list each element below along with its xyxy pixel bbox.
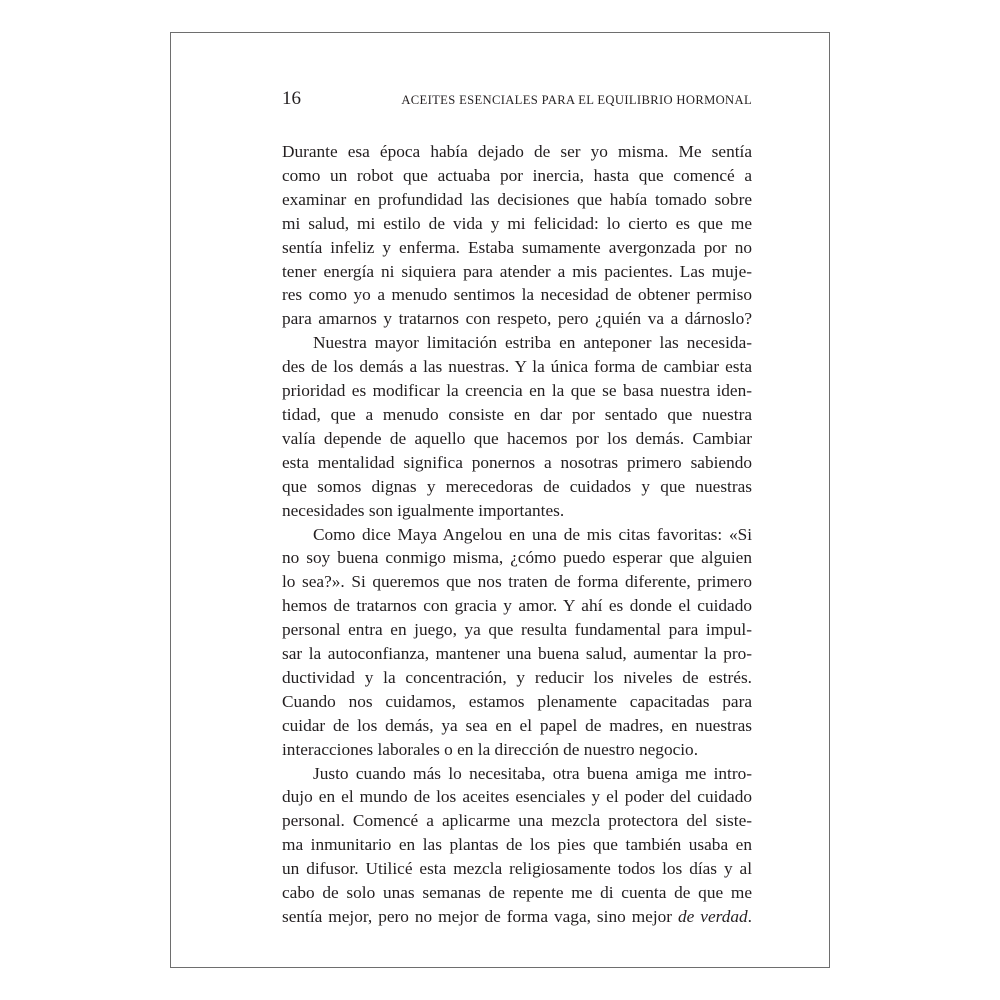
- text-line: personal entra en juego, ya que resulta fundamental para impul-: [282, 620, 752, 640]
- paragraph-1: [282, 140, 752, 331]
- paragraph-2: [282, 331, 752, 522]
- running-header: [282, 87, 752, 111]
- text-line: que somos dignas y merecedoras de cuidados y que nuestras: [282, 476, 752, 496]
- text-line: esta mentalidad significa ponernos a nosotras primero sabiendo: [282, 452, 752, 472]
- text-line: cuidar de los demás, ya sea en el papel de madres, en nuestras: [282, 715, 752, 735]
- text-line: mi salud, mi estilo de vida y mi felicidad: lo cierto es que me: [282, 213, 752, 233]
- text-line: cabo de solo unas semanas de repente me di cuenta de que me: [282, 883, 752, 903]
- text-line: prioridad es modificar la creencia en la que se basa nuestra iden-: [282, 381, 752, 401]
- text-line: no soy buena conmigo misma, ¿cómo puedo esperar que alguien: [282, 548, 752, 568]
- text-line: sar la autoconfianza, mantener una buena salud, aumentar la pro-: [282, 644, 752, 664]
- emphasis-text: de verdad: [678, 907, 748, 926]
- text-line: res como yo a menudo sentimos la necesidad de obtener permiso: [282, 285, 752, 305]
- text-line: como un robot que actuaba por inercia, hasta que comencé a: [282, 165, 752, 185]
- running-title: ACEITES ESENCIALES PARA EL EQUILIBRIO HORMONAL: [401, 93, 752, 107]
- text-line: valía depende de aquello que hacemos por los demás. Cambiar: [282, 428, 752, 448]
- text-line: [282, 905, 752, 929]
- text-line: ma inmunitario en las plantas de los pies que también usaba en: [282, 835, 752, 855]
- final-punctuation: .: [747, 907, 752, 926]
- page-number: 16: [282, 88, 301, 109]
- text-line: tidad, que a menudo consiste en dar por sentado que nuestra: [282, 404, 752, 424]
- text-line: Justo cuando más lo necesitaba, otra buena amiga me intro-: [313, 763, 752, 783]
- text-line: para amarnos y tratarnos con respeto, pero ¿quién va a dárnoslo?: [282, 309, 752, 329]
- text-line: ductividad y la concentración, y reducir los niveles de estrés.: [282, 667, 752, 687]
- text-line: necesidades son igualmente importantes.: [282, 500, 565, 520]
- text-line: hemos de tratarnos con gracia y amor. Y ahí es donde el cuidado: [282, 596, 752, 616]
- book-page: [170, 32, 830, 968]
- text-line: dujo en el mundo de los aceites esenciales y el poder del cuidado: [282, 787, 752, 807]
- text-line: un difusor. Utilicé esta mezcla religiosamente todos los días y al: [282, 859, 752, 879]
- text-line: des de los demás a las nuestras. Y la única forma de cambiar esta: [282, 357, 752, 377]
- text-line: tener energía ni siquiera para atender a mis pacientes. Las muje-: [282, 261, 752, 281]
- text-fragment: sentía mejor, pero no mejor de forma vaga, sino mejor: [282, 907, 679, 926]
- text-line: examinar en profundidad las decisiones que había tomado sobre: [282, 189, 752, 209]
- paragraph-3: [282, 523, 752, 762]
- body-text: [282, 140, 752, 929]
- text-line: Nuestra mayor limitación estriba en anteponer las necesida-: [313, 333, 752, 353]
- text-line: sentía infeliz y enferma. Estaba sumamente avergonzada por no: [282, 237, 752, 257]
- paragraph-4: [282, 762, 752, 929]
- text-line: Durante esa época había dejado de ser yo misma. Me sentía: [282, 142, 752, 161]
- text-line: lo sea?». Si queremos que nos traten de forma diferente, primero: [282, 572, 752, 592]
- text-line: Cuando nos cuidamos, estamos plenamente capacitadas para: [282, 691, 752, 711]
- text-line: interacciones laborales o en la dirección de nuestro negocio.: [282, 739, 699, 759]
- text-line: personal. Comencé a aplicarme una mezcla protectora del siste-: [282, 811, 752, 831]
- text-line: Como dice Maya Angelou en una de mis citas favoritas: «Si: [313, 524, 752, 544]
